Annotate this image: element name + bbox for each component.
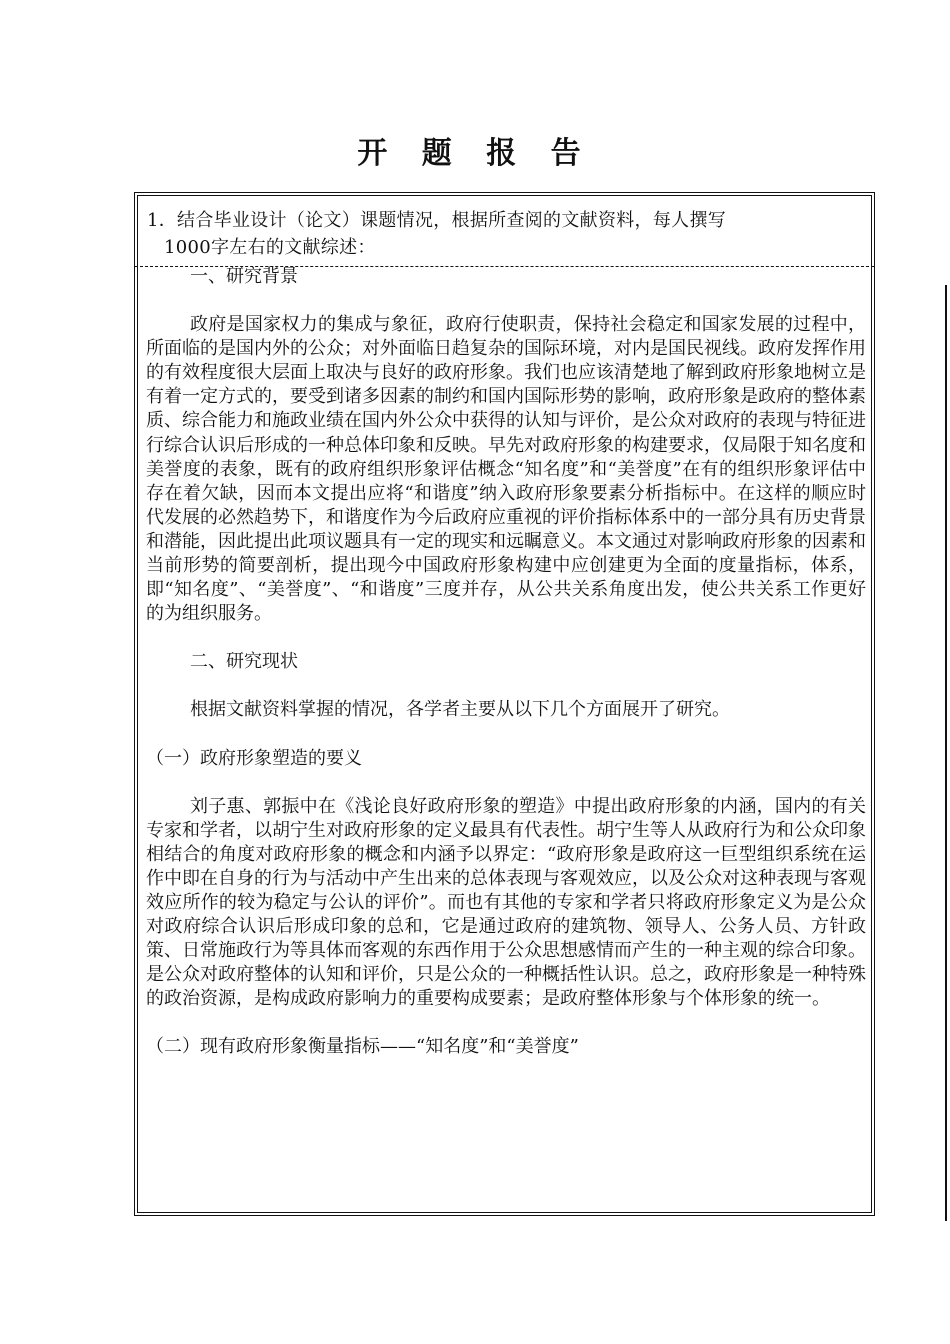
paragraph-background: 政府是国家权力的集成与象征，政府行使职责，保持社会稳定和国家发展的过程中，所面临的是国内外的公众；对外面临日趋复杂的国际环境，对内是国民视线。政府发挥作用的有效程度很大层面上取决与良好的政府形象。我们也应该清楚地了解到政府形象地树立是有着一定方式的，要受到诸多因素的制约和国内国际形势的影响，政府形象是政府的整体素质、综合能力和施政业绩在国内外公众中获得的认知与评价，是公众对政府的表现与特征进行综合认识后形成的一种总体印象和反映。早先对政府形象的构建要求，仅局限于知名度和美誉度的表象，既有的政府组织形象评估概念“知名度”和“美誉度”在有的组织形象评估中存在着欠缺，因而本文提出应将“和谐度”纳入政府形象要素分析指标中。在这样的顺应时代发展的必然趋势下，和谐度作为今后政府应重视的评价指标体系中的一部分具有历史背景和潜能，因此提出此项议题具有一定的现实和远瞩意义。本文通过对影响政府形象的因素和当前形势的简要剖析，提出现今中国政府形象构建中应创建更为全面的度量指标，体系，即“知名度”、“美誉度”、“和谐度”三度并存，从公共关系角度出发，使公共关系工作更好的为组织服务。	[146, 314, 866, 625]
page-title: 开 题 报 告	[357, 136, 593, 171]
paragraph-subsection-1: 刘子惠、郭振中在《浅论良好政府形象的塑造》中提出政府形象的内涵，国内的有关专家和学者，以胡宁生对政府形象的定义最具有代表性。胡宁生等人从政府行为和公众印象相结合的角度对政府形象的概念和内涵予以界定：“政府形象是政府这一巨型组织系统在运作中即在自身的行为与活动中产生出来的总体表现与客观效应，以及公众对这种表现与客观效应所作的较为稳定与公认的评价”。而也有其他的专家和学者只将政府形象定义为是公众对政府综合认识后形成印象的总和，它是通过政府的建筑物、领导人、公务人员、方针政策、日常施政行为等具体而客观的东西作用于公众思想感情而产生的一种主观的综合印象。是公众对政府整体的认知和评价，只是公众的一种概括性认识。总之，政府形象是一种特殊的政治资源，是构成政府影响力的重要构成要素；是政府整体形象与个体形象的统一。	[146, 795, 866, 1010]
paragraph-status-intro: 根据文献资料掌握的情况，各学者主要从以下几个方面展开了研究。	[190, 699, 730, 721]
subsection-heading-2: （二）现有政府形象衡量指标——“知名度”和“美誉度”	[146, 1036, 579, 1058]
subsection-heading-1: （一）政府形象塑造的要义	[146, 747, 362, 769]
page-edge-rule	[945, 285, 947, 1221]
section-heading-background: 一、研究背景	[190, 266, 298, 287]
literature-review-body	[146, 268, 866, 1060]
prompt-line-2: 1000字左右的文献综述：	[164, 237, 376, 258]
prompt-question	[147, 207, 855, 261]
prompt-line-1: 1．结合毕业设计（论文）课题情况，根据所查阅的文献资料，每人撰写	[147, 210, 727, 231]
section-heading-status: 二、研究现状	[190, 651, 298, 673]
report-form-box	[134, 192, 875, 1216]
